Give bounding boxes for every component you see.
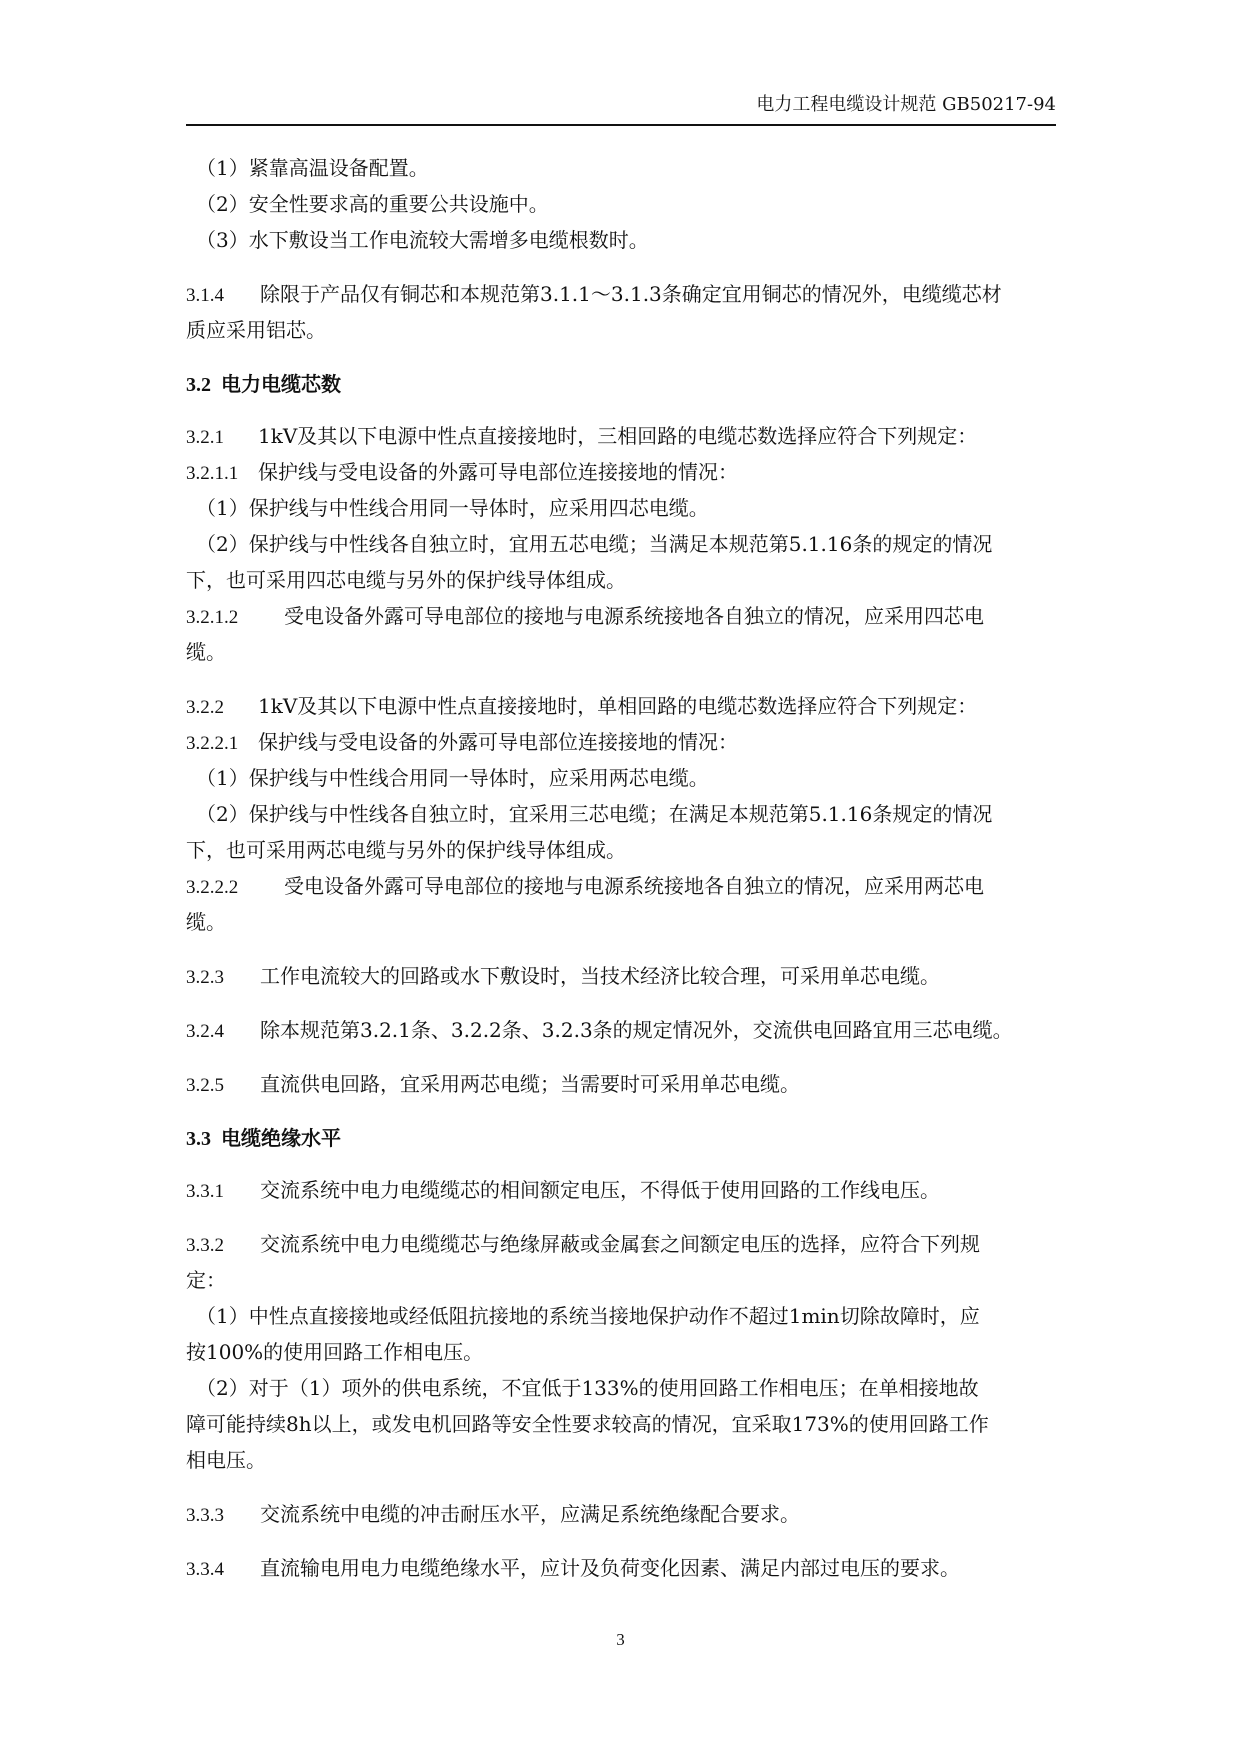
clause-text: 交流系统中电力电缆缆芯与绝缘屏蔽或金属套之间额定电压的选择，应符合下列规 [260,1232,980,1256]
clause-text: 保护线与受电设备的外露可导电部位连接接地的情况： [258,730,738,754]
clause-number: 3.2.1 [186,427,224,448]
clause-3-2-2-1 [186,728,1056,758]
list-item-continuation: 障可能持续8h以上，或发电机回路等安全性要求较高的情况，宜采取173%的使用回路工作 [186,1412,989,1436]
clause-text: 工作电流较大的回路或水下敷设时，当技术经济比较合理，可采用单芯电缆。 [260,964,940,988]
list-item: （1）保护线与中性线合用同一导体时，应采用四芯电缆。 [196,496,709,520]
clause-3-2-5 [186,1070,1056,1100]
list-item: （3）水下敷设当工作电流较大需增多电缆根数时。 [196,228,649,252]
section-title: 电缆绝缘水平 [221,1126,341,1150]
clause-number: 3.2.2 [186,697,224,718]
section-number: 3.2 [186,374,211,396]
clause-text: 除本规范第3.2.1条、3.2.2条、3.2.3条的规定情况外，交流供电回路宜用三芯电缆。 [260,1018,1013,1042]
clause-3-3-4 [186,1554,1056,1584]
clause-text: 受电设备外露可导电部位的接地与电源系统接地各自独立的情况，应采用四芯电 [284,604,984,628]
list-item: （2）对于（1）项外的供电系统，不宜低于133%的使用回路工作相电压；在单相接地故 [196,1376,979,1400]
clause-number: 3.2.2.1 [186,733,239,754]
clause-number: 3.2.3 [186,967,224,988]
clause-3-2-3 [186,962,1056,992]
page-number: 3 [616,1630,625,1649]
clause-3-2-1 [186,422,1056,452]
list-item: （1）中性点直接接地或经低阻抗接地的系统当接地保护动作不超过1min切除故障时，应 [196,1304,980,1328]
clause-3-3-2 [186,1230,1056,1260]
clause-text: 保护线与受电设备的外露可导电部位连接接地的情况： [258,460,738,484]
list-item-continuation: 按100%的使用回路工作相电压。 [186,1340,484,1364]
clause-text: 1kV及其以下电源中性点直接接地时，单相回路的电缆芯数选择应符合下列规定： [258,694,978,718]
clause-text: 交流系统中电力电缆缆芯的相间额定电压，不得低于使用回路的工作线电压。 [260,1178,940,1202]
list-item-continuation: 相电压。 [186,1448,266,1472]
clause-3-2-1-2 [186,602,1056,632]
clause-text: 除限于产品仅有铜芯和本规范第3.1.1～3.1.3条确定宜用铜芯的情况外，电缆缆芯材 [260,282,1002,306]
clause-3-2-1-1 [186,458,1056,488]
section-title: 电力电缆芯数 [221,372,341,396]
clause-number: 3.2.4 [186,1021,224,1042]
list-item: （1）紧靠高温设备配置。 [196,156,429,180]
list-item: （2）安全性要求高的重要公共设施中。 [196,192,549,216]
section-number: 3.3 [186,1128,211,1150]
clause-continuation: 缆。 [186,910,226,934]
clause-continuation: 定： [186,1268,226,1292]
clause-continuation: 质应采用铝芯。 [186,318,326,342]
list-item: （1）保护线与中性线合用同一导体时，应采用两芯电缆。 [196,766,709,790]
clause-text: 交流系统中电缆的冲击耐压水平，应满足系统绝缘配合要求。 [260,1502,800,1526]
clause-number: 3.3.1 [186,1181,224,1202]
clause-number: 3.2.2.2 [186,877,239,898]
section-heading-3-2 [186,370,341,399]
clause-3-2-4 [186,1016,1056,1046]
clause-text: 受电设备外露可导电部位的接地与电源系统接地各自独立的情况，应采用两芯电 [284,874,984,898]
clause-3-3-3 [186,1500,1056,1530]
clause-3-2-2 [186,692,1056,722]
list-item-continuation: 下，也可采用四芯电缆与另外的保护线导体组成。 [186,568,626,592]
section-heading-3-3 [186,1124,341,1153]
page-header [186,88,1056,126]
clause-number: 3.3.3 [186,1505,224,1526]
clause-text: 1kV及其以下电源中性点直接接地时，三相回路的电缆芯数选择应符合下列规定： [258,424,978,448]
clause-number: 3.2.1.2 [186,607,239,628]
clause-number: 3.1.4 [186,285,224,306]
clause-text: 直流供电回路，宜采用两芯电缆；当需要时可采用单芯电缆。 [260,1072,800,1096]
list-item-continuation: 下，也可采用两芯电缆与另外的保护线导体组成。 [186,838,626,862]
clause-text: 直流输电用电力电缆绝缘水平，应计及负荷变化因素、满足内部过电压的要求。 [260,1556,960,1580]
clause-number: 3.2.1.1 [186,463,239,484]
clause-3-1-4 [186,280,1056,310]
clause-number: 3.3.2 [186,1235,224,1256]
clause-number: 3.2.5 [186,1075,224,1096]
document-title: 电力工程电缆设计规范 GB50217-94 [756,94,1056,115]
clause-number: 3.3.4 [186,1559,224,1580]
clause-continuation: 缆。 [186,640,226,664]
clause-3-2-2-2 [186,872,1056,902]
clause-3-3-1 [186,1176,1056,1206]
list-item: （2）保护线与中性线各自独立时，宜采用三芯电缆；在满足本规范第5.1.16条规定的情况 [196,802,993,826]
list-item: （2）保护线与中性线各自独立时，宜用五芯电缆；当满足本规范第5.1.16条的规定的情况 [196,532,993,556]
